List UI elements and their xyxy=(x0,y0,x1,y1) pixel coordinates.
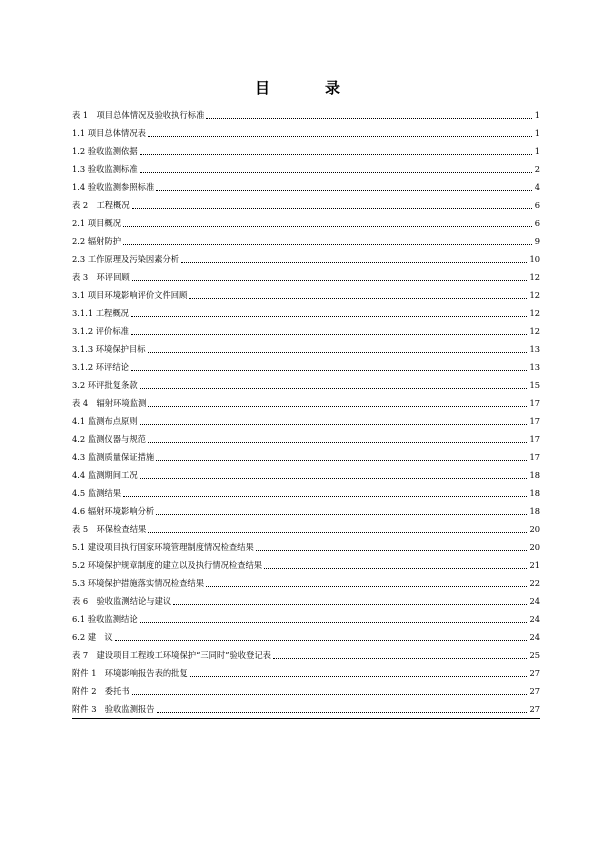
toc-entry-page-number: 17 xyxy=(529,416,540,426)
toc-entry-page-number: 10 xyxy=(529,254,540,264)
toc-entry-page-number: 17 xyxy=(529,434,540,444)
toc-entry-label: 3.1 项目环境影响评价文件回顾 xyxy=(72,290,188,300)
toc-entry-page-number: 2 xyxy=(534,164,540,174)
toc-entry[interactable] xyxy=(72,538,540,556)
dot-leader xyxy=(264,568,527,569)
toc-entry[interactable] xyxy=(72,376,540,394)
dot-leader xyxy=(190,676,528,677)
dot-leader xyxy=(156,460,527,461)
dot-leader xyxy=(140,478,528,479)
toc-entry[interactable] xyxy=(72,286,540,304)
toc-entry[interactable] xyxy=(72,142,540,160)
toc-entry[interactable] xyxy=(72,610,540,628)
toc-entry-label: 5.3 环境保护措施落实情况检查结果 xyxy=(72,578,204,588)
toc-entry-label: 表 2 工程概况 xyxy=(72,200,130,210)
dot-leader xyxy=(140,424,528,425)
toc-entry[interactable] xyxy=(72,556,540,574)
toc-entry-label: 表 7 建设项目工程竣工环境保护“三同时”验收登记表 xyxy=(72,650,271,660)
dot-leader xyxy=(115,640,528,641)
toc-entry-page-number: 1 xyxy=(534,146,540,156)
toc-entry-label: 附件 2 委托书 xyxy=(72,686,130,696)
toc-entry-page-number: 6 xyxy=(534,200,540,210)
toc-entry-label: 4.4 监测期间工况 xyxy=(72,470,138,480)
toc-entry-page-number: 20 xyxy=(529,542,540,552)
toc-entry[interactable] xyxy=(72,250,540,268)
toc-entry-page-number: 12 xyxy=(529,290,540,300)
toc-entry-page-number: 21 xyxy=(529,560,540,570)
toc-entry-page-number: 15 xyxy=(529,380,540,390)
toc-entry-page-number: 27 xyxy=(529,704,540,714)
toc-entry-label: 4.1 监测布点原则 xyxy=(72,416,138,426)
toc-entry-label: 2.2 辐射防护 xyxy=(72,236,122,246)
toc-entry[interactable] xyxy=(72,502,540,520)
dot-leader xyxy=(140,388,528,389)
toc-entry-page-number: 22 xyxy=(529,578,540,588)
toc-entry-page-number: 17 xyxy=(529,398,540,408)
toc-entry-page-number: 12 xyxy=(529,308,540,318)
toc-entry[interactable] xyxy=(72,178,540,196)
dot-leader xyxy=(206,586,527,587)
toc-entry-label: 表 5 环保检查结果 xyxy=(72,524,147,534)
toc-list xyxy=(72,106,540,719)
dot-leader xyxy=(148,352,528,353)
toc-entry-label: 附件 3 验收监测报告 xyxy=(72,704,155,714)
toc-entry[interactable] xyxy=(72,520,540,538)
toc-entry[interactable] xyxy=(72,106,540,124)
toc-entry-page-number: 12 xyxy=(529,326,540,336)
toc-entry[interactable] xyxy=(72,322,540,340)
toc-entry-page-number: 4 xyxy=(534,182,540,192)
dot-leader xyxy=(123,226,532,227)
toc-entry[interactable] xyxy=(72,466,540,484)
toc-entry[interactable] xyxy=(72,430,540,448)
dot-leader xyxy=(131,370,528,371)
dot-leader xyxy=(140,154,532,155)
toc-entry[interactable] xyxy=(72,412,540,430)
toc-entry-page-number: 17 xyxy=(529,452,540,462)
toc-entry[interactable] xyxy=(72,664,540,682)
toc-entry[interactable] xyxy=(72,682,540,700)
toc-entry[interactable] xyxy=(72,592,540,610)
dot-leader xyxy=(148,532,527,533)
dot-leader xyxy=(181,262,527,263)
dot-leader xyxy=(256,550,528,551)
dot-leader xyxy=(157,712,528,713)
dot-leader xyxy=(156,190,532,191)
toc-entry-label: 3.1.2 评价标准 xyxy=(72,326,129,336)
toc-entry[interactable] xyxy=(72,700,540,718)
toc-entry[interactable] xyxy=(72,304,540,322)
toc-entry[interactable] xyxy=(72,124,540,142)
toc-entry-label: 附件 1 环境影响报告表的批复 xyxy=(72,668,188,678)
toc-entry[interactable] xyxy=(72,394,540,412)
toc-entry-label: 3.1.1 工程概况 xyxy=(72,308,129,318)
toc-entry[interactable] xyxy=(72,268,540,286)
toc-entry-label: 表 1 项目总体情况及验收执行标准 xyxy=(72,110,205,120)
dot-leader xyxy=(148,136,532,137)
page-title: 目 录 xyxy=(254,79,360,97)
toc-entry-label: 4.5 监测结果 xyxy=(72,488,122,498)
toc-entry[interactable] xyxy=(72,628,540,646)
dot-leader xyxy=(148,442,528,443)
toc-entry-page-number: 18 xyxy=(529,488,540,498)
dot-leader xyxy=(123,496,527,497)
toc-entry-page-number: 1 xyxy=(534,128,540,138)
toc-entry-page-number: 1 xyxy=(534,110,540,120)
toc-entry-label: 2.3 工作原理及污染因素分析 xyxy=(72,254,180,264)
toc-entry-label: 表 4 辐射环境监测 xyxy=(72,398,147,408)
toc-entry-label: 3.2 环评批复条款 xyxy=(72,380,138,390)
dot-leader xyxy=(140,622,528,623)
toc-entry[interactable] xyxy=(72,214,540,232)
toc-entry-label: 1.1 项目总体情况表 xyxy=(72,128,146,138)
dot-leader xyxy=(189,298,527,299)
dot-leader xyxy=(156,514,527,515)
toc-entry[interactable] xyxy=(72,160,540,178)
toc-entry-page-number: 18 xyxy=(529,470,540,480)
dot-leader xyxy=(131,334,528,335)
toc-entry-label: 1.4 验收监测参照标准 xyxy=(72,182,155,192)
toc-entry-page-number: 6 xyxy=(534,218,540,228)
toc-entry[interactable] xyxy=(72,196,540,214)
dot-leader xyxy=(140,172,532,173)
toc-entry-label: 6.2 建 议 xyxy=(72,632,113,642)
toc-entry-page-number: 13 xyxy=(529,344,540,354)
toc-entry-page-number: 27 xyxy=(529,668,540,678)
toc-entry[interactable] xyxy=(72,448,540,466)
dot-leader xyxy=(132,280,528,281)
toc-entry-page-number: 9 xyxy=(534,236,540,246)
toc-entry-label: 3.1.2 环评结论 xyxy=(72,362,129,372)
toc-entry[interactable] xyxy=(72,646,540,664)
toc-entry-label: 1.3 验收监测标准 xyxy=(72,164,138,174)
toc-entry-label: 2.1 项目概况 xyxy=(72,218,122,228)
dot-leader xyxy=(273,658,528,659)
toc-entry-page-number: 13 xyxy=(529,362,540,372)
toc-entry-page-number: 24 xyxy=(529,614,540,624)
toc-entry-page-number: 12 xyxy=(529,272,540,282)
toc-entry-label: 3.1.3 环境保护目标 xyxy=(72,344,146,354)
toc-entry-label: 表 6 验收监测结论与建议 xyxy=(72,596,172,606)
toc-entry[interactable] xyxy=(72,484,540,502)
toc-entry-page-number: 27 xyxy=(529,686,540,696)
dot-leader xyxy=(123,244,532,245)
dot-leader xyxy=(206,118,532,119)
toc-entry-label: 5.1 建设项目执行国家环境管理制度情况检查结果 xyxy=(72,542,254,552)
toc-entry[interactable] xyxy=(72,340,540,358)
dot-leader xyxy=(173,604,527,605)
toc-entry-page-number: 24 xyxy=(529,632,540,642)
toc-entry-label: 4.3 监测质量保证措施 xyxy=(72,452,155,462)
dot-leader xyxy=(148,406,527,407)
toc-entry-label: 表 3 环评回顾 xyxy=(72,272,130,282)
dot-leader xyxy=(132,694,528,695)
toc-entry-label: 4.6 辐射环境影响分析 xyxy=(72,506,155,516)
toc-entry-label: 5.2 环境保护规章制度的建立以及执行情况检查结果 xyxy=(72,560,263,570)
toc-entry-page-number: 25 xyxy=(529,650,540,660)
toc-entry-label: 6.1 验收监测结论 xyxy=(72,614,138,624)
dot-leader xyxy=(131,316,528,317)
toc-entry[interactable] xyxy=(72,574,540,592)
toc-entry-label: 4.2 监测仪器与规范 xyxy=(72,434,146,444)
dot-leader xyxy=(132,208,532,209)
toc-entry[interactable] xyxy=(72,358,540,376)
toc-entry-page-number: 18 xyxy=(529,506,540,516)
toc-entry-page-number: 20 xyxy=(529,524,540,534)
toc-entry-page-number: 24 xyxy=(529,596,540,606)
toc-entry[interactable] xyxy=(72,232,540,250)
toc-entry-label: 1.2 验收监测依据 xyxy=(72,146,138,156)
